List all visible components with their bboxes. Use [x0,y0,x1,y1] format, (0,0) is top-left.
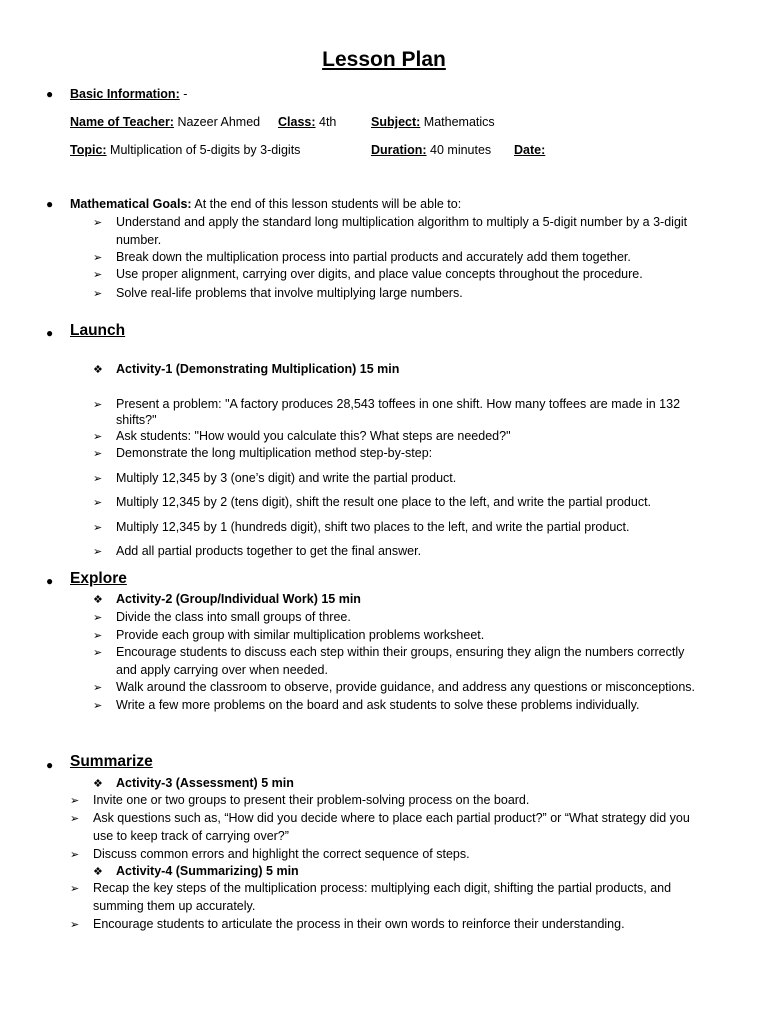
arrow-bullet-icon: ➢ [93,681,103,694]
date-field [514,142,545,159]
launch-text: Demonstrate the long multiplication method step-by-step: [116,446,433,460]
date-label: Date: [514,143,546,157]
bullet-dot: ● [46,574,54,588]
bullet-dot: ● [46,87,54,101]
arrow-bullet-icon: ➢ [93,287,103,300]
page-title: Lesson Plan [322,48,446,71]
launch-text: Multiply 12,345 by 1 (hundreds digit), shift two places to the left, and write the partial product. [116,520,630,534]
explore-text: Write a few more problems on the board and ask students to solve these problems individually. [116,698,640,712]
duration-label: Duration: [371,143,427,157]
summarize-text: Ask questions such as, “How did you decide where to place each partial product?” or “What strategy did you [93,811,690,825]
diamond-bullet-icon: ❖ [93,593,103,606]
basic-info-label: Basic Information: [70,87,180,101]
launch-text: Add all partial products together to get the final answer. [116,544,422,558]
goal-text: Use proper alignment, carrying over digits, and place value concepts throughout the procedure. [116,267,643,281]
topic-label: Topic: [70,143,107,157]
subject-field [371,114,495,131]
diamond-bullet-icon: ❖ [93,865,103,878]
basic-info-line [70,86,187,103]
launch-text: Multiply 12,345 by 2 (tens digit), shift the result one place to the left, and write the partial product. [116,495,652,509]
explore-text: Divide the class into small groups of three. [116,610,351,624]
activity-1-title: Activity-1 (Demonstrating Multiplication) 15 min [116,362,400,376]
diamond-bullet-icon: ❖ [93,777,103,790]
teacher-field [70,114,260,131]
arrow-bullet-icon: ➢ [93,629,103,642]
arrow-bullet-icon: ➢ [93,545,103,558]
summarize-text-continued: use to keep track of carrying over?” [93,829,289,843]
diamond-bullet-icon: ❖ [93,363,103,376]
goals-label: Mathematical Goals: [70,197,192,211]
explore-text-continued: and apply carrying over when needed. [116,663,328,677]
arrow-bullet-icon: ➢ [93,699,103,712]
summarize-heading: Summarize [70,753,153,770]
explore-text: Encourage students to discuss each step within their groups, ensuring they align the numbers correctly [116,645,685,659]
arrow-bullet-icon: ➢ [93,611,103,624]
teacher-value: Nazeer Ahmed [173,115,261,129]
goal-text-continued: number. [116,233,162,247]
subject-value: Mathematics [420,115,495,129]
class-label: Class: [278,115,316,129]
arrow-bullet-icon: ➢ [93,430,103,443]
arrow-bullet-icon: ➢ [93,251,103,264]
arrow-bullet-icon: ➢ [93,216,103,229]
explore-text: Provide each group with similar multiplication problems worksheet. [116,628,485,642]
subject-label: Subject: [371,115,421,129]
class-field [278,114,336,131]
duration-value: 40 minutes [426,143,492,157]
goal-text: Break down the multiplication process into partial products and accurately add them together. [116,250,631,264]
goals-intro: At the end of this lesson students will be able to: [191,197,462,211]
bullet-dot: ● [46,326,54,340]
explore-heading: Explore [70,570,127,587]
goals-line [70,196,461,213]
class-value: 4th [315,115,337,129]
arrow-bullet-icon: ➢ [93,268,103,281]
topic-value: Multiplication of 5-digits by 3-digits [106,143,301,157]
arrow-bullet-icon: ➢ [70,812,80,825]
arrow-bullet-icon: ➢ [93,496,103,509]
activity-2-title: Activity-2 (Group/Individual Work) 15 min [116,592,361,606]
arrow-bullet-icon: ➢ [70,882,80,895]
arrow-bullet-icon: ➢ [93,521,103,534]
summarize-text: Recap the key steps of the multiplication process: multiplying each digit, shifting the partial products, and [93,881,672,895]
launch-text: Multiply 12,345 by 3 (one’s digit) and write the partial product. [116,471,457,485]
goal-text: Solve real-life problems that involve multiplying large numbers. [116,286,463,300]
arrow-bullet-icon: ➢ [70,848,80,861]
arrow-bullet-icon: ➢ [70,794,80,807]
arrow-bullet-icon: ➢ [93,398,103,411]
arrow-bullet-icon: ➢ [93,447,103,460]
summarize-text: Encourage students to articulate the process in their own words to reinforce their understanding. [93,917,625,931]
summarize-text: Discuss common errors and highlight the correct sequence of steps. [93,847,470,861]
bullet-dot: ● [46,197,54,211]
summarize-text-continued: summing them up accurately. [93,899,256,913]
teacher-label: Name of Teacher: [70,115,174,129]
arrow-bullet-icon: ➢ [93,646,103,659]
arrow-bullet-icon: ➢ [93,472,103,485]
goal-text: Understand and apply the standard long multiplication algorithm to multiply a 5-digit number by a 3-digit [116,215,688,229]
launch-heading: Launch [70,322,126,339]
duration-field [371,142,491,159]
activity-3-title: Activity-3 (Assessment) 5 min [116,776,294,790]
launch-text: Ask students: "How would you calculate this? What steps are needed?" [116,429,511,443]
topic-field [70,142,300,159]
launch-text-continued: shifts?" [116,413,157,427]
explore-text: Walk around the classroom to observe, provide guidance, and address any questions or misconceptions. [116,680,696,694]
summarize-text: Invite one or two groups to present their problem-solving process on the board. [93,793,530,807]
launch-text: Present a problem: "A factory produces 28,543 toffees in one shift. How many toffees are made in 132 [116,397,681,411]
arrow-bullet-icon: ➢ [70,918,80,931]
basic-info-suffix: - [179,87,188,101]
activity-4-title: Activity-4 (Summarizing) 5 min [116,864,299,878]
bullet-dot: ● [46,758,54,772]
